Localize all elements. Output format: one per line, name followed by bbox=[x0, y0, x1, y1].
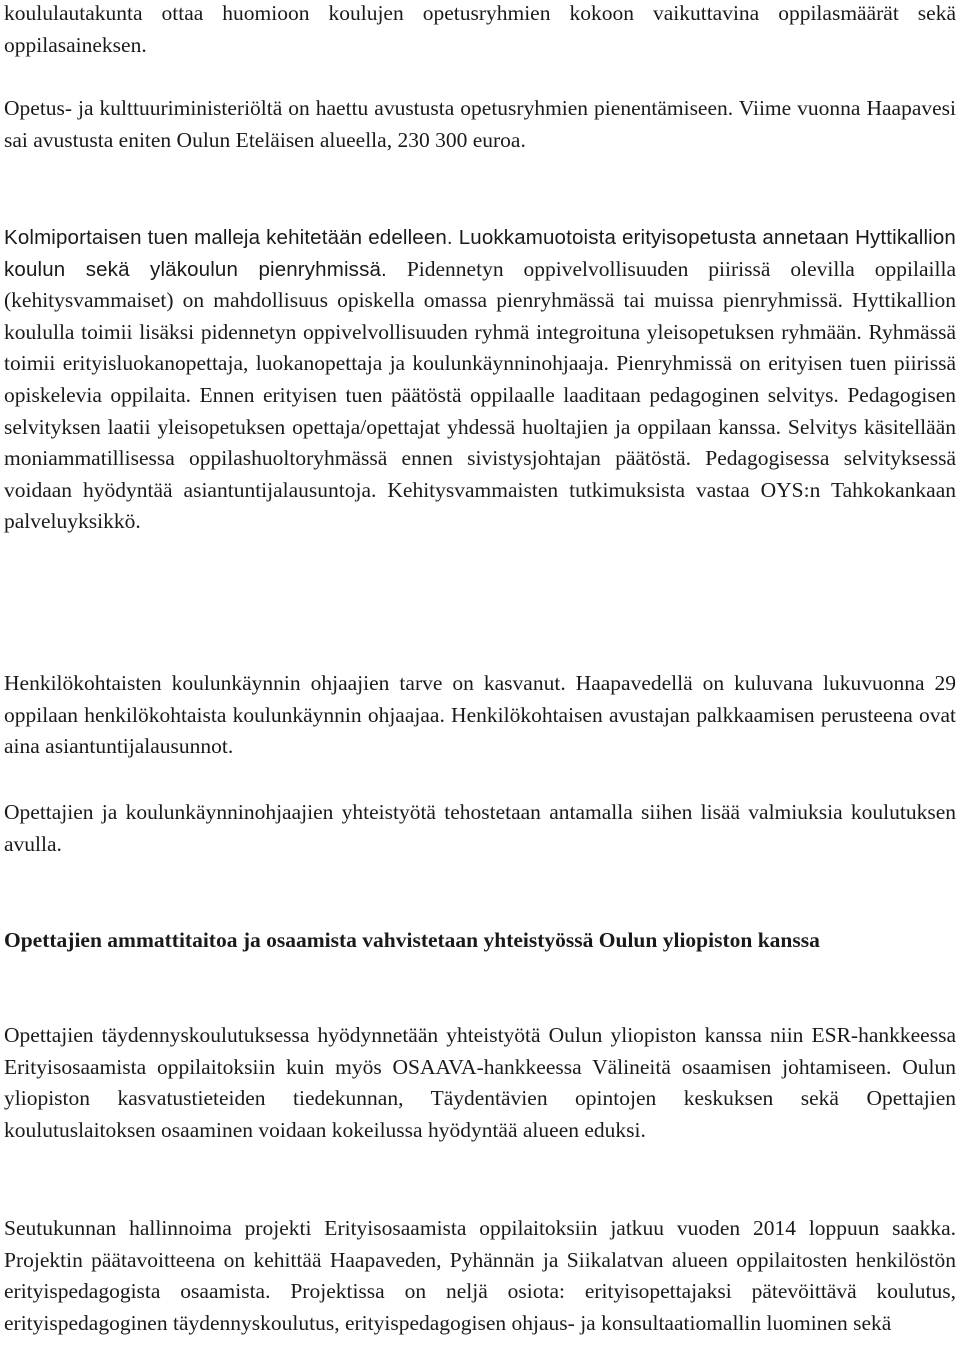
section-heading: Opettajien ammattitaitoa ja osaamista vahvistetaan yhteistyössä Oulun yliopiston kanssa bbox=[4, 928, 820, 952]
paragraph-assistants: Henkilökohtaisten koulunkäynnin ohjaajien tarve on kasvanut. Haapavedellä on kuluvana lukuvuonna 29 oppilaan henkilökohtaista koulunkäynnin ohjaajaa. Henkilökohtaisen avustajan palkkaamisen perusteena ovat aina asiantuntijalausunnot. bbox=[4, 671, 956, 759]
paragraph-support-sans-part: Kolmiportaisen tuen malleja kehitetään edelleen. Luokkamuotoista erityisopetusta annetaan Hyttikallion koulun sekä yläkoulun pienryhmissä. bbox=[4, 226, 956, 281]
paragraph-support bbox=[4, 222, 956, 538]
paragraph-project: Seutukunnan hallinnoima projekti Erityisosaamista oppilaitoksiin jatkuu vuoden 2014 loppuun saakka. Projektin päätavoitteena on kehittää Haapaveden, Pyhännän ja Siikalatvan alueen oppilaitosten henkilöstön erityispedagogista osaamista. Projektissa on neljä osiota: erityisopettajaksi pätevöittävä koulutus, erityispedagoginen täydennyskoulutus, erityispedagogisen ohjaus- ja konsultaatiomallin luominen sekä bbox=[4, 1216, 956, 1335]
paragraph-university: Opettajien täydennyskoulutuksessa hyödynnetään yhteistyötä Oulun yliopiston kanssa niin ESR-hankkeessa Erityisosaamista oppilaitoksiin kuin myös OSAAVA-hankkeessa Välineitä osaamisen johtamiseen. Oulun yliopiston kasvatustieteiden tiedekunnan, Täydentävien opintojen keskuksen sekä Opettajien koulutuslaitoksen osaaminen voidaan kokeilussa hyödyntää alueen eduksi. bbox=[4, 1023, 956, 1142]
paragraph-cooperation: Opettajien ja koulunkäynninohjaajien yhteistyötä tehostetaan antamalla siihen lisää valmiuksia koulutuksen avulla. bbox=[4, 800, 956, 856]
paragraph-funding: Opetus- ja kulttuuriministeriöltä on haettu avustusta opetusryhmien pienentämiseen. Viime vuonna Haapavesi sai avustusta eniten Oulun Eteläisen alueella, 230 300 euroa. bbox=[4, 96, 956, 152]
paragraph-intro: koululautakunta ottaa huomioon koulujen opetusryhmien kokoon vaikuttavina oppilasmäärät sekä oppilasaineksen. bbox=[4, 1, 956, 57]
paragraph-support-serif-part: Pidennetyn oppivelvollisuuden piirissä olevilla oppilailla (kehitysvammaiset) on mahdollisuus opiskella omassa pienryhmässä tai muissa pienryhmissä. Hyttikallion koululla toimii lisäksi pidennetyn oppivelvollisuuden ryhmä integroituna yleisopetuksen ryhmään. Ryhmässä toimii erityisluokanopettaja, luokanopettaja ja koulunkäynninohjaaja. Pienryhmissä on erityisen tuen piirissä opiskelevia oppilaita. Ennen erityisen tuen päätöstä oppilaalle laaditaan pedagoginen selvitys. Pedagogisen selvityksen laatii yleisopetuksen opettaja/opettajat yhdessä huoltajien ja oppilaan kanssa. Selvitys käsitellään moniammatillisessa oppilashuoltoryhmässä ennen sivistysjohtajan päätöstä. Pedagogisessa selvityksessä voidaan hyödyntää asiantuntijalausuntoja. Kehitysvammaisten tutkimuksista vastaa OYS:n Tahkokankaan palveluyksikkö. bbox=[4, 256, 956, 534]
